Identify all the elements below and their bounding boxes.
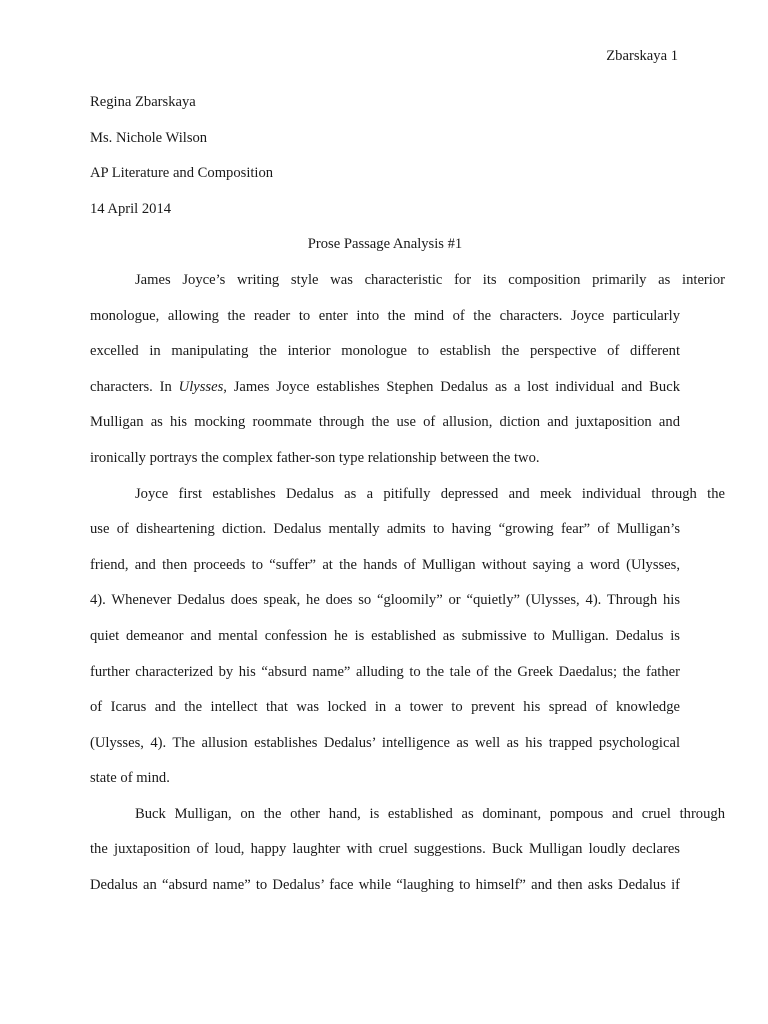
paragraph-line: excelled in manipulating the interior monologue to establish the perspective of different (90, 343, 680, 360)
paragraph-3 (90, 802, 725, 909)
line-segment: , James Joyce establishes Stephen Dedalus as a lost individual and Buck (223, 378, 680, 395)
paragraph-line: Dedalus an “absurd name” to Dedalus’ face while “laughing to himself” and then asks Dedalus if (90, 877, 680, 894)
course-name: AP Literature and Composition (90, 165, 274, 182)
student-name: Regina Zbarskaya (90, 94, 196, 110)
paragraph-line: Buck Mulligan, on the other hand, is established as dominant, pompous and cruel through (135, 805, 725, 822)
paragraph-line: further characterized by his “absurd name” alluding to the tale of the Greek Daedalus; the father (90, 663, 680, 680)
paragraph-line: (Ulysses, 4). The allusion establishes Dedalus’ intelligence as well as his trapped psychological (90, 734, 680, 751)
paragraph-line: state of mind. (90, 770, 170, 787)
paragraph-line: ironically portrays the complex father-son type relationship between the two. (90, 449, 540, 466)
paragraph-line: the juxtaposition of loud, happy laughter with cruel suggestions. Buck Mulligan loudly declares (90, 841, 680, 858)
paragraph-line: Joyce first establishes Dedalus as a pitifully depressed and meek individual through the (135, 485, 725, 502)
paragraph-line: of Icarus and the intellect that was locked in a tower to prevent his spread of knowledge (90, 699, 680, 716)
paragraph-line: James Joyce’s writing style was characteristic for its composition primarily as interior (135, 271, 725, 288)
paragraph-1 (90, 268, 725, 482)
teacher-name: Ms. Nichole Wilson (90, 129, 208, 146)
paragraph-line: use of disheartening diction. Dedalus mentally admits to having “growing fear” of Mulligan’s (90, 521, 680, 538)
essay-date: 14 April 2014 (90, 200, 172, 217)
line-segment: characters. In (90, 378, 179, 395)
essay-title: Prose Passage Analysis #1 (307, 236, 463, 253)
document-body (90, 90, 725, 909)
paragraph-line: monologue, allowing the reader to enter into the mind of the characters. Joyce particularly (90, 307, 680, 324)
paragraph-line: 4). Whenever Dedalus does speak, he does so “gloomily” or “quietly” (Ulysses, 4). Through his (90, 592, 680, 609)
book-title-italic: Ulysses (178, 378, 224, 395)
running-head: Zbarskaya 1 (606, 48, 678, 64)
paragraph-line: Mulligan as his mocking roommate through the use of allusion, diction and juxtaposition and (90, 414, 680, 431)
paragraph-line: friend, and then proceeds to “suffer” at the hands of Mulligan without saying a word (Ulysses, (90, 556, 680, 573)
paragraph-2 (90, 482, 725, 802)
paragraph-line (90, 375, 680, 411)
paragraph-line: quiet demeanor and mental confession he is established as submissive to Mulligan. Dedalus is (90, 627, 680, 644)
